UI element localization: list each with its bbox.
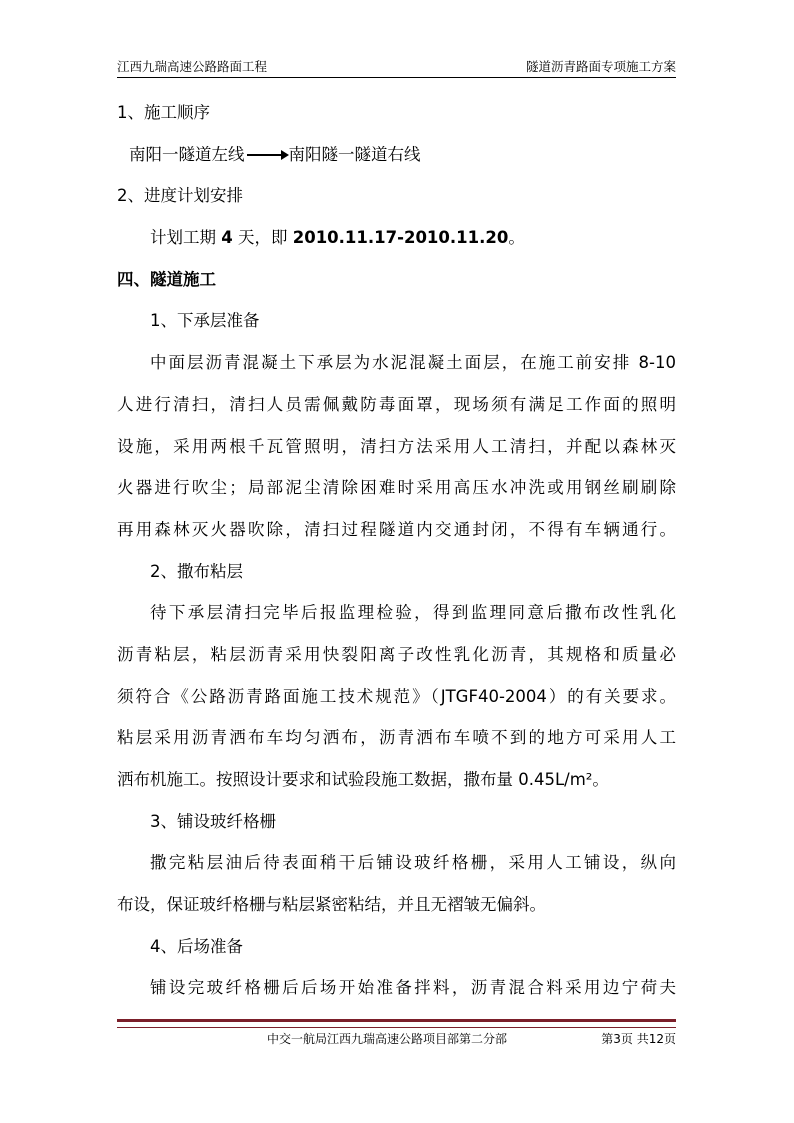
header-right-title: 隧道沥青路面专项施工方案 <box>525 59 676 74</box>
section-2-schedule <box>117 217 676 259</box>
schedule-text-e: 。 <box>508 228 525 248</box>
schedule-text-c: 天，即 <box>232 228 293 248</box>
document-body <box>117 92 676 1009</box>
footer-organization: 中交一航局江西九瑞高速公路项目部第二分部 <box>267 1032 508 1046</box>
sequence-from: 南阳一隧道左线 <box>129 144 245 164</box>
paragraph-3-line: 布设，保证玻纤格栅与粘层紧密粘结，并且无褶皱无偏斜。 <box>117 895 546 915</box>
paragraph-1-line: 设施，采用两根千瓦管照明，清扫方法采用人工清扫，并配以森林灭 <box>117 436 676 456</box>
page-mid: 页 共 <box>620 1032 649 1046</box>
right-arrow-icon <box>247 154 287 156</box>
section-2-title: 2、进度计划安排 <box>117 186 243 206</box>
subsection-3-title: 3、铺设玻纤格栅 <box>150 811 276 831</box>
page-suffix: 页 <box>663 1032 676 1046</box>
paragraph-2-line: 须符合《公路沥青路面施工技术规范》（JTGF40-2004）的有关要求。 <box>117 686 676 706</box>
page-current: 3 <box>613 1032 621 1046</box>
paragraph-2-line: 待下承层清扫完毕后报监理检验，得到监理同意后撒布改性乳化 <box>150 603 676 623</box>
subsection-4-title: 4、后场准备 <box>150 936 243 956</box>
footer-divider <box>117 1019 676 1028</box>
paragraph-2-line: 沥青粘层，粘层沥青采用快裂阳离子改性乳化沥青，其规格和质量必 <box>117 644 676 664</box>
header-left-title: 江西九瑞高速公路路面工程 <box>117 59 268 74</box>
schedule-dates: 2010.11.17-2010.11.20 <box>292 228 509 248</box>
section-1-title: 1、施工顺序 <box>117 103 210 122</box>
paragraph-2-line: 粘层采用沥青洒布车均匀洒布，沥青洒布车喷不到的地方可采用人工 <box>117 728 676 748</box>
subsection-2-title: 2、撒布粘层 <box>150 561 243 581</box>
paragraph-4-line: 铺设完玻纤格栅后后场开始准备拌料，沥青混合料采用边宁荷夫 <box>150 978 676 998</box>
page-prefix: 第 <box>601 1032 614 1046</box>
paragraph-1-line: 再用森林灭火器吹除，清扫过程隧道内交通封闭，不得有车辆通行。 <box>117 519 676 539</box>
section-1-sequence <box>117 134 676 176</box>
page-header <box>117 51 676 78</box>
sequence-to: 南阳隧一隧道右线 <box>288 144 421 164</box>
page-total: 12 <box>648 1032 664 1046</box>
paragraph-1-line: 人进行清扫，清扫人员需佩戴防毒面罩，现场须有满足工作面的照明 <box>117 394 676 414</box>
page-number <box>601 1030 676 1047</box>
paragraph-1-line: 中面层沥青混凝土下承层为水泥混凝土面层，在施工前安排 8-10 <box>150 353 676 373</box>
schedule-text-a: 计划工期 <box>150 228 222 248</box>
subsection-1-title: 1、下承层准备 <box>150 311 260 331</box>
paragraph-2-line: 洒布机施工。按照设计要求和试验段施工数据，撒布量 0.45L/m²。 <box>117 770 609 789</box>
paragraph-1-line: 火器进行吹尘；局部泥尘清除困难时采用高压水冲洗或用钢丝刷刷除 <box>117 478 676 498</box>
paragraph-3-line: 撒完粘层油后待表面稍干后铺设玻纤格栅，采用人工铺设，纵向 <box>150 853 676 873</box>
chapter-4-title: 四、隧道施工 <box>117 269 216 289</box>
schedule-days: 4 <box>221 228 233 248</box>
